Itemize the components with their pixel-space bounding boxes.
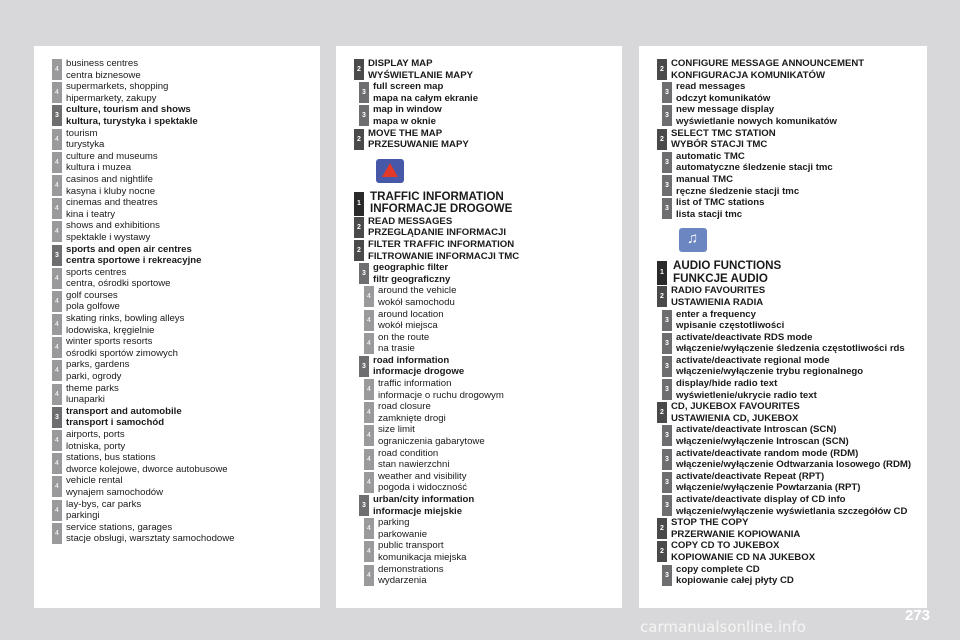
menu-entry-level-2 — [657, 540, 923, 563]
entry-label-pl: włączenie/wyłączenie Powtarzania (RPT) — [676, 482, 861, 494]
menu-entry-level-3 — [662, 104, 923, 127]
entry-label-pl: KOPIOWANIE CD NA JUKEBOX — [671, 551, 816, 563]
menu-entry-level-2 — [657, 58, 923, 81]
entry-label-en: traffic information — [378, 378, 452, 390]
menu-entry-level-4 — [364, 401, 618, 424]
level-badge: 3 — [359, 105, 369, 126]
entry-label-pl: lotniska, porty — [66, 440, 126, 452]
level-badge: 4 — [52, 221, 62, 242]
entry-label-en: golf courses — [66, 289, 118, 301]
entry-label-pl: włączenie/wyłączenie śledzenia częstotliwości rds — [676, 343, 905, 355]
entry-label-en: MOVE THE MAP — [368, 127, 443, 139]
entry-label-pl: centra, ośrodki sportowe — [66, 278, 171, 290]
level-badge: 4 — [364, 565, 374, 586]
entry-label-en: shows and exhibitions — [66, 220, 160, 232]
entry-label-pl: ręczne śledzenie stacji tmc — [676, 185, 800, 197]
level-badge: 3 — [662, 495, 672, 516]
entry-label-en: parks, gardens — [66, 359, 130, 371]
level-badge: 3 — [662, 82, 672, 103]
entry-label-pl: INFORMACJE DROGOWE — [370, 202, 513, 216]
level-badge: 3 — [359, 82, 369, 103]
entry-label-pl: wydarzenia — [378, 575, 427, 587]
level-badge: 4 — [364, 541, 374, 562]
level-badge: 4 — [364, 425, 374, 446]
menu-entry-level-1 — [657, 260, 923, 285]
level-badge: 3 — [662, 198, 672, 219]
entry-label-pl: informacje drogowe — [373, 366, 465, 378]
menu-entry-level-2 — [657, 128, 923, 151]
menu-entry-level-3 — [359, 104, 618, 127]
level-badge: 3 — [662, 449, 672, 470]
entry-label-en: on the route — [378, 331, 430, 343]
menu-entry-level-4 — [364, 332, 618, 355]
entry-label-en: SELECT TMC STATION — [671, 127, 776, 139]
level-badge: 4 — [52, 129, 62, 150]
entry-label-pl: ograniczenia gabarytowe — [378, 436, 485, 448]
menu-entry-level-2 — [354, 128, 618, 151]
menu-entry-level-4 — [364, 448, 618, 471]
menu-entry-level-3 — [359, 494, 618, 517]
menu-entry-level-3 — [662, 81, 923, 104]
level-badge: 2 — [657, 402, 667, 423]
entry-label-en: culture, tourism and shows — [66, 104, 191, 116]
level-badge: 3 — [662, 175, 672, 196]
entry-label-en: road information — [373, 354, 450, 366]
level-badge: 3 — [662, 565, 672, 586]
entry-label-pl: pola golfowe — [66, 301, 120, 313]
menu-entry-level-3 — [662, 471, 923, 494]
entry-label-en: activate/deactivate random mode (RDM) — [676, 447, 859, 459]
entry-label-en: activate/deactivate Introscan (SCN) — [676, 424, 837, 436]
entry-label-pl: na trasie — [378, 343, 415, 355]
entry-label-pl: stacje obsługi, warsztaty samochodowe — [66, 533, 235, 545]
entry-label-en: winter sports resorts — [66, 336, 153, 348]
menu-entry-level-3 — [662, 309, 923, 332]
entry-label-pl: mapa w oknie — [373, 115, 436, 127]
entry-label-pl: wokół samochodu — [378, 296, 455, 308]
menu-entry-level-3 — [52, 406, 316, 429]
entry-label-en: CD, JUKEBOX FAVOURITES — [671, 401, 800, 413]
level-badge: 3 — [359, 356, 369, 377]
entry-label-pl: włączenie/wyłączenie wyświetlania szczegółów CD — [676, 505, 908, 517]
entry-label-en: list of TMC stations — [676, 197, 765, 209]
entry-label-en: lay-bys, car parks — [66, 498, 142, 510]
entry-label-pl: wpisanie częstotliwości — [676, 320, 785, 332]
entry-label-pl: PRZESUWANIE MAPY — [368, 139, 469, 151]
entry-label-pl: centra biznesowe — [66, 69, 141, 81]
entry-label-pl: komunikacja miejska — [378, 551, 467, 563]
entry-label-pl: transport i samochód — [66, 417, 165, 429]
entry-label-pl: włączenie/wyłączenie Odtwarzania losowego (RDM) — [676, 459, 912, 471]
level-badge: 2 — [657, 286, 667, 307]
entry-label-en: stations, bus stations — [66, 452, 156, 464]
entry-label-pl: włączenie/wyłączenie trybu regionalnego — [676, 366, 864, 378]
entry-label-pl: PRZERWANIE KOPIOWANIA — [671, 528, 801, 540]
menu-entry-level-2 — [657, 517, 923, 540]
entry-label-en: public transport — [378, 540, 444, 552]
menu-entry-level-2 — [657, 285, 923, 308]
level-badge: 3 — [662, 472, 672, 493]
entry-label-pl: automatyczne śledzenie stacji tmc — [676, 162, 833, 174]
entry-label-pl: parki, ogrody — [66, 371, 122, 383]
entry-label-pl: USTAWIENIA CD, JUKEBOX — [671, 412, 799, 424]
menu-entry-level-4 — [52, 128, 316, 151]
entry-label-en: read messages — [676, 81, 746, 93]
menu-entry-level-1 — [354, 191, 618, 216]
entry-label-en: manual TMC — [676, 173, 734, 185]
menu-entry-level-3 — [359, 355, 618, 378]
entry-label-pl: filtr geograficzny — [373, 273, 451, 285]
level-badge: 4 — [52, 476, 62, 497]
entry-label-pl: lodowiska, kręgielnie — [66, 324, 155, 336]
level-badge: 4 — [364, 402, 374, 423]
menu-entry-level-4 — [52, 290, 316, 313]
menu-column — [52, 58, 316, 545]
level-badge: 3 — [662, 310, 672, 331]
entry-label-pl: turystyka — [66, 139, 105, 151]
entry-label-en: activate/deactivate RDS mode — [676, 331, 813, 343]
entry-label-en: parking — [378, 517, 410, 529]
entry-label-pl: ośrodki sportów zimowych — [66, 347, 178, 359]
menu-entry-level-3 — [662, 197, 923, 220]
menu-entry-level-3 — [662, 378, 923, 401]
entry-label-en: DISPLAY MAP — [368, 58, 433, 69]
entry-label-pl: kultura i muzea — [66, 162, 132, 174]
entry-label-pl: kina i teatry — [66, 208, 116, 220]
menu-entry-level-4 — [364, 471, 618, 494]
level-badge: 4 — [364, 379, 374, 400]
menu-entry-level-4 — [52, 220, 316, 243]
menu-entry-level-3 — [52, 104, 316, 127]
entry-label-en: activate/deactivate regional mode — [676, 354, 830, 366]
level-badge: 4 — [52, 337, 62, 358]
entry-label-pl: włączenie/wyłączenie Introscan (SCN) — [676, 436, 849, 448]
level-badge: 2 — [354, 240, 364, 261]
menu-entry-level-4 — [52, 58, 316, 81]
menu-entry-level-4 — [52, 174, 316, 197]
menu-entry-level-3 — [359, 81, 618, 104]
level-badge: 4 — [364, 310, 374, 331]
entry-label-en: activate/deactivate display of CD info — [676, 494, 846, 505]
entry-label-en: AUDIO FUNCTIONS — [673, 259, 782, 273]
level-badge: 1 — [657, 261, 667, 285]
menu-entry-level-4 — [52, 336, 316, 359]
menu-entry-level-4 — [52, 452, 316, 475]
menu-entry-level-3 — [662, 174, 923, 197]
entry-label-en: road closure — [378, 401, 431, 413]
level-badge: 4 — [52, 314, 62, 335]
entry-label-pl: wyświetlanie nowych komunikatów — [676, 115, 837, 127]
level-badge: 2 — [354, 59, 364, 80]
menu-entry-level-4 — [364, 517, 618, 540]
entry-label-pl: kasyna i kluby nocne — [66, 185, 156, 197]
entry-label-pl: stan nawierzchni — [378, 459, 450, 471]
level-badge: 4 — [52, 198, 62, 219]
menu-entry-level-4 — [52, 359, 316, 382]
entry-label-en: size limit — [378, 424, 415, 436]
level-badge: 4 — [52, 360, 62, 381]
level-badge: 2 — [657, 129, 667, 150]
entry-label-en: transport and automobile — [66, 405, 182, 417]
menu-entry-level-3 — [662, 332, 923, 355]
entry-label-en: around location — [378, 308, 444, 320]
entry-label-en: COPY CD TO JUKEBOX — [671, 540, 780, 552]
menu-entry-level-4 — [364, 309, 618, 332]
entry-label-pl: centra sportowe i rekreacyjne — [66, 255, 202, 267]
entry-label-pl: FILTROWANIE INFORMACJI TMC — [368, 250, 520, 262]
level-badge: 1 — [354, 192, 364, 216]
entry-label-en: business centres — [66, 58, 138, 69]
menu-entry-level-4 — [52, 522, 316, 545]
menu-entry-level-4 — [52, 197, 316, 220]
menu-entry-level-4 — [52, 151, 316, 174]
menu-entry-level-4 — [52, 429, 316, 452]
entry-label-en: FILTER TRAFFIC INFORMATION — [368, 238, 515, 250]
entry-label-pl: wyświetlenie/ukrycie radio text — [676, 389, 817, 401]
level-badge: 3 — [359, 495, 369, 516]
level-badge: 3 — [52, 245, 62, 266]
level-badge: 4 — [364, 518, 374, 539]
menu-entry-level-4 — [52, 499, 316, 522]
entry-label-en: automatic TMC — [676, 150, 745, 162]
level-badge: 3 — [662, 379, 672, 400]
entry-label-en: display/hide radio text — [676, 378, 778, 390]
level-badge: 3 — [52, 407, 62, 428]
menu-entry-level-4 — [364, 285, 618, 308]
entry-label-pl: parkowanie — [378, 528, 428, 540]
entry-label-pl: WYBÓR STACJI TMC — [671, 139, 768, 151]
entry-label-en: vehicle rental — [66, 475, 123, 487]
level-badge: 4 — [52, 268, 62, 289]
level-badge: 3 — [662, 356, 672, 377]
level-badge: 4 — [364, 333, 374, 354]
menu-entry-level-2 — [657, 401, 923, 424]
menu-column — [657, 58, 923, 587]
entry-label-pl: USTAWIENIA RADIA — [671, 296, 764, 308]
entry-label-en: service stations, garages — [66, 521, 173, 533]
entry-label-pl: hipermarkety, zakupy — [66, 92, 157, 104]
level-badge: 2 — [657, 518, 667, 539]
level-badge: 3 — [662, 333, 672, 354]
entry-label-en: skating rinks, bowling alleys — [66, 313, 185, 325]
entry-label-en: new message display — [676, 104, 775, 116]
menu-entry-level-3 — [662, 355, 923, 378]
entry-label-en: sports centres — [66, 266, 127, 278]
entry-label-pl: PRZEGLĄDANIE INFORMACJI — [368, 227, 507, 239]
entry-label-pl: wokół miejsca — [378, 320, 438, 332]
level-badge: 4 — [364, 449, 374, 470]
menu-entry-level-2 — [354, 216, 618, 239]
entry-label-en: urban/city information — [373, 494, 475, 505]
entry-label-en: demonstrations — [378, 563, 444, 575]
entry-label-en: around the vehicle — [378, 285, 457, 297]
menu-entry-level-4 — [52, 313, 316, 336]
entry-label-pl: odczyt komunikatów — [676, 92, 771, 104]
menu-entry-level-3 — [359, 262, 618, 285]
audio-icon — [679, 228, 707, 252]
page-number: 273 — [904, 607, 930, 624]
menu-entry-level-4 — [52, 475, 316, 498]
entry-label-en: CONFIGURE MESSAGE ANNOUNCEMENT — [671, 58, 865, 69]
entry-label-en: road condition — [378, 447, 439, 459]
entry-label-en: airports, ports — [66, 429, 125, 440]
level-badge: 4 — [52, 523, 62, 544]
menu-entry-level-4 — [364, 564, 618, 587]
entry-label-en: map in window — [373, 104, 442, 116]
entry-label-pl: parkingi — [66, 510, 100, 522]
entry-label-en: weather and visibility — [378, 470, 467, 482]
entry-label-en: TRAFFIC INFORMATION — [370, 189, 504, 203]
entry-label-pl: dworce kolejowe, dworce autobusowe — [66, 463, 228, 475]
level-badge: 2 — [354, 129, 364, 150]
entry-label-pl: mapa na całym ekranie — [373, 92, 479, 104]
menu-entry-level-3 — [662, 564, 923, 587]
menu-entry-level-2 — [354, 58, 618, 81]
entry-label-pl: spektakle i wystawy — [66, 231, 151, 243]
entry-label-pl: kultura, turystyka i spektakle — [66, 115, 198, 127]
level-badge: 2 — [657, 59, 667, 80]
entry-label-en: cinemas and theatres — [66, 197, 158, 209]
menu-entry-level-3 — [662, 424, 923, 447]
entry-label-pl: zamknięte drogi — [378, 412, 446, 424]
entry-label-en: enter a frequency — [676, 308, 756, 320]
entry-label-pl: informacje miejskie — [373, 505, 463, 517]
entry-label-en: supermarkets, shopping — [66, 81, 169, 93]
level-badge: 2 — [354, 217, 364, 238]
menu-entry-level-4 — [52, 81, 316, 104]
level-badge: 3 — [359, 263, 369, 284]
menu-entry-level-4 — [364, 424, 618, 447]
entry-label-pl: informacje o ruchu drogowym — [378, 389, 504, 401]
entry-label-pl: wynajem samochodów — [66, 486, 164, 498]
entry-label-en: tourism — [66, 127, 98, 139]
level-badge: 4 — [52, 500, 62, 521]
entry-label-pl: pogoda i widoczność — [378, 482, 468, 494]
menu-entry-level-3 — [662, 494, 923, 517]
menu-entry-level-4 — [364, 540, 618, 563]
entry-label-pl: lunaparki — [66, 394, 105, 406]
entry-label-en: geographic filter — [373, 262, 449, 274]
level-badge: 4 — [52, 175, 62, 196]
level-badge: 4 — [52, 291, 62, 312]
menu-panel-left — [34, 46, 320, 608]
level-badge: 4 — [364, 472, 374, 493]
menu-entry-level-4 — [364, 378, 618, 401]
entry-label-en: sports and open air centres — [66, 243, 192, 255]
menu-entry-level-3 — [662, 151, 923, 174]
level-badge: 4 — [52, 384, 62, 405]
level-badge: 4 — [52, 430, 62, 451]
level-badge: 4 — [52, 453, 62, 474]
entry-label-en: culture and museums — [66, 150, 158, 162]
entry-label-en: RADIO FAVOURITES — [671, 285, 766, 297]
level-badge: 4 — [364, 286, 374, 307]
entry-label-pl: lista stacji tmc — [676, 208, 743, 220]
traffic-warning-icon — [376, 159, 404, 183]
entry-label-pl: FUNKCJE AUDIO — [673, 271, 768, 285]
level-badge: 3 — [662, 152, 672, 173]
entry-label-en: activate/deactivate Repeat (RPT) — [676, 470, 825, 482]
menu-entry-level-4 — [52, 267, 316, 290]
menu-panel-right — [639, 46, 927, 608]
entry-label-en: full screen map — [373, 81, 444, 93]
menu-entry-level-3 — [662, 448, 923, 471]
level-badge: 4 — [52, 82, 62, 103]
level-badge: 3 — [52, 105, 62, 126]
level-badge: 4 — [52, 152, 62, 173]
entry-label-en: casinos and nightlife — [66, 173, 153, 185]
menu-entry-level-2 — [354, 239, 618, 262]
menu-entry-level-3 — [52, 244, 316, 267]
menu-entry-level-4 — [52, 383, 316, 406]
entry-label-en: copy complete CD — [676, 563, 760, 575]
level-badge: 3 — [662, 105, 672, 126]
entry-label-pl: kopiowanie całej płyty CD — [676, 575, 794, 587]
entry-label-en: STOP THE COPY — [671, 517, 749, 529]
menu-column — [354, 58, 618, 587]
menu-panel-middle — [336, 46, 622, 608]
level-badge: 4 — [52, 59, 62, 80]
level-badge: 2 — [657, 541, 667, 562]
entry-label-en: theme parks — [66, 382, 119, 394]
entry-label-pl: WYŚWIETLANIE MAPY — [368, 69, 473, 81]
entry-label-en: READ MESSAGES — [368, 215, 453, 227]
entry-label-pl: KONFIGURACJA KOMUNIKATÓW — [671, 69, 826, 81]
watermark: carmanualsonline.info — [640, 618, 806, 636]
level-badge: 3 — [662, 425, 672, 446]
